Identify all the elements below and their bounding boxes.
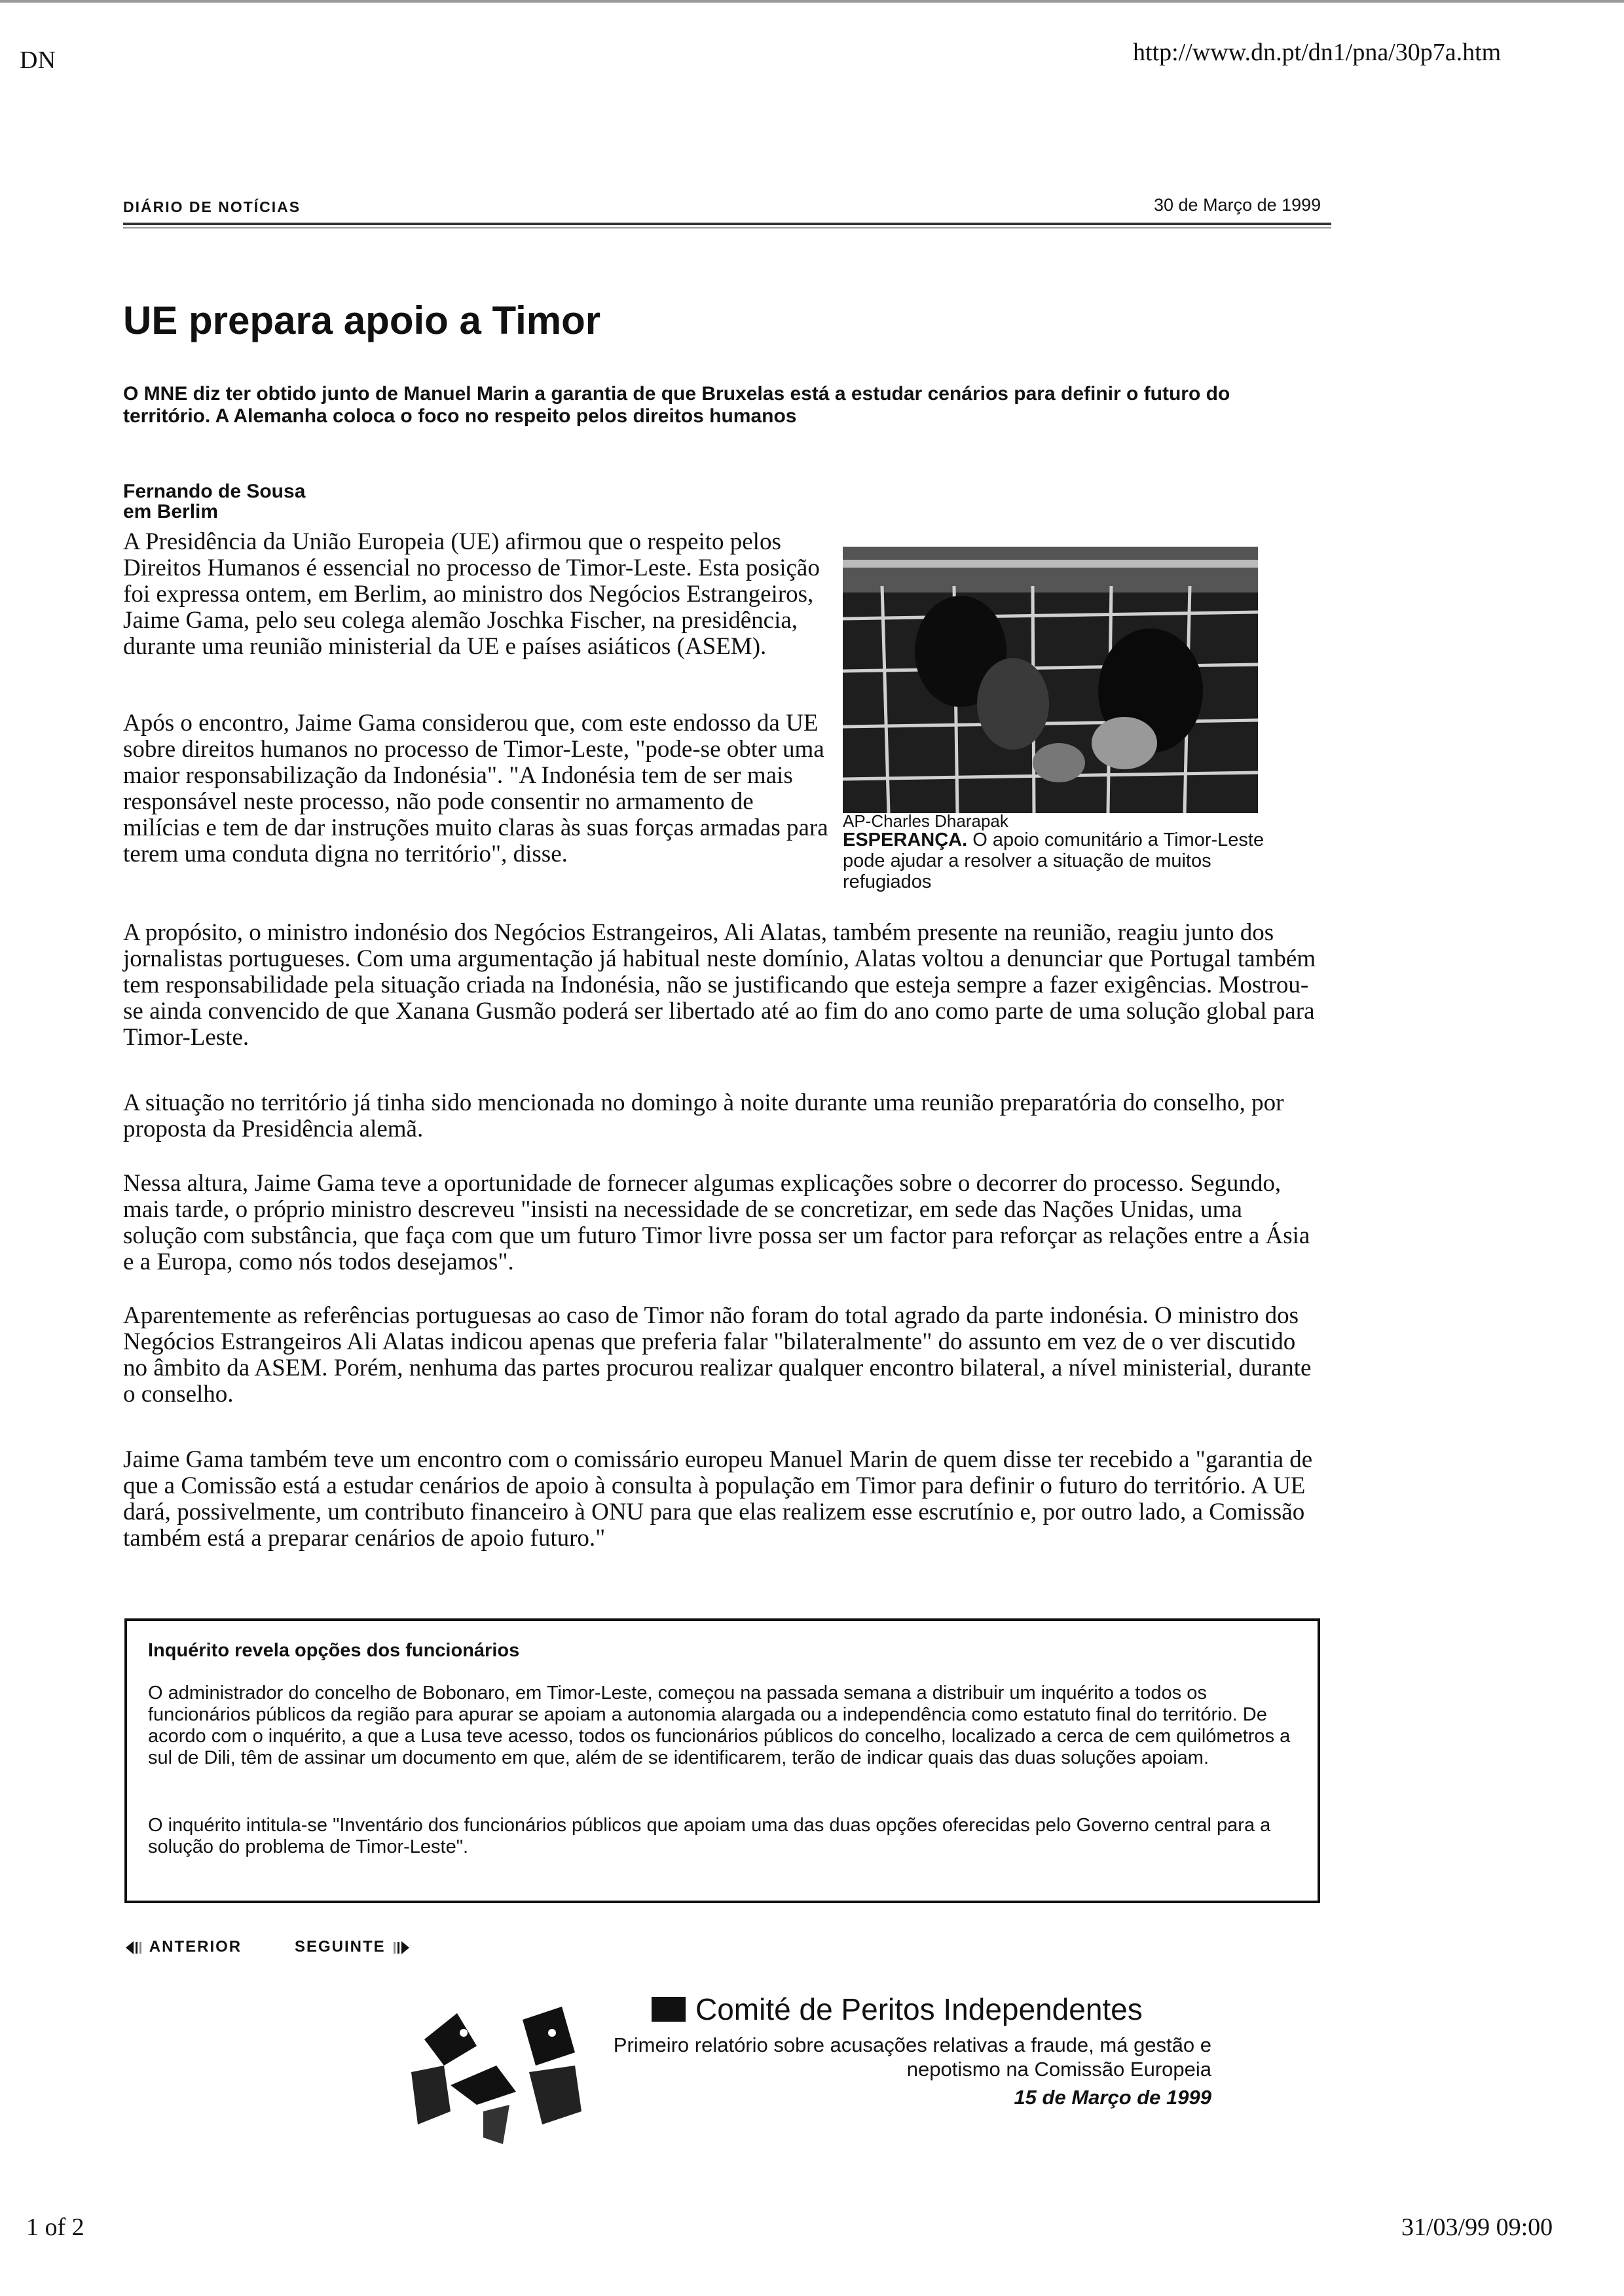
committee-emblem[interactable] <box>405 1994 601 2151</box>
print-url[interactable]: http://www.dn.pt/dn1/pna/30p7a.htm <box>1133 39 1502 66</box>
publication-date: 30 de Março de 1999 <box>1154 195 1321 215</box>
promo-date: 15 de Março de 1999 <box>1014 2086 1211 2109</box>
print-timestamp: 31/03/99 09:00 <box>1401 2214 1553 2241</box>
print-site-code: DN <box>20 46 56 74</box>
promo-title[interactable]: Comité de Peritos Independentes <box>695 1992 1143 2026</box>
next-label: SEGUINTE <box>295 1938 386 1956</box>
sidebar-box-paragraph: O administrador do concelho de Bobonaro, em Timor-Leste, começou na passada semana a distribuir um inquérito a todos os funcionários públicos da região para apurar se apoiam a autonomia alargada ou a independência como estatuto final do território. De acordo com o inquérito, a que a Lusa teve acesso, todos os funcionários públicos do concelho, localizado a cerca de cem quilómetros a sul de Dili, têm de assinar um documento em que, além de se identificarem, terão de indicar quais das duas soluções apoiam. <box>148 1683 1291 1768</box>
article-paragraph: Jaime Gama também teve um encontro com o comissário europeu Manuel Marin de quem disse ter recebido a "garantia de que a Comissão está a estudar cenários de apoio à consulta à população em Timor para definir o futuro do território. A UE dará, possivelmente, um contributo financeiro à ONU para que elas realizem esse escrutínio e, por outro lado, a Comissão também está a preparar cenários de apoio futuro." <box>123 1446 1313 1552</box>
emblem-icon <box>405 1994 601 2151</box>
refugees-photo-image <box>843 547 1258 813</box>
caption-text: O apoio comunitário a Timor-Leste pode ajudar a resolver a situação de muitos refugiados <box>843 829 1264 892</box>
article-paragraph: Após o encontro, Jaime Gama considerou que, com este endosso da UE sobre direitos humanos no processo de Timor-Leste, "pode-se obter uma maior responsabilização da Indonésia". "A Indonésia tem de ser mais responsável neste processo, não pode consentir no armamento de milícias e tem de dar instruções muito claras às suas forças armadas para terem uma conduta digna no território", disse. <box>123 710 828 867</box>
arrow-right-icon <box>391 1940 409 1956</box>
sidebar-box-title: Inquérito revela opções dos funcionários <box>148 1640 520 1661</box>
eu-flag-icon <box>652 1997 686 2022</box>
author-name: Fernando de Sousa <box>123 481 306 502</box>
article-paragraph: A Presidência da União Europeia (UE) afirmou que o respeito pelos Direitos Humanos é essencial no processo de Timor-Leste. Esta posição foi expressa ontem, em Berlim, ao ministro dos Negócios Estrangeiros, Jaime Gama, pelo seu colega alemão Joschka Fischer, na presidência, durante uma reunião ministerial da UE e países asiáticos (ASEM). <box>123 528 820 660</box>
photo-caption <box>843 829 1268 892</box>
author-location: em Berlim <box>123 501 219 522</box>
print-page-number: 1 of 2 <box>26 2214 84 2241</box>
sidebar-box-paragraph: O inquérito intitula-se "Inventário dos funcionários públicos que apoiam uma das duas opções oferecidas pelo Governo central para a solução do problema de Timor-Leste". <box>148 1815 1271 1857</box>
article-paragraph: Nessa altura, Jaime Gama teve a oportunidade de fornecer algumas explicações sobre o decorrer do processo. Segundo, mais tarde, o próprio ministro descreveu "insisti na necessidade de se concretizar, em sede das Nações Unidas, uma solução com substância, que faça com que um futuro Timor livre possa ser um factor para reforçar as relações entre a Ásia e a Europa, como nós todos desejamos". <box>123 1170 1310 1275</box>
article-paragraph: A propósito, o ministro indonésio dos Negócios Estrangeiros, Ali Alatas, também presente na reunião, reagiu junto dos jornalistas portugueses. Com uma argumentação já habitual neste domínio, Alatas voltou a denunciar que Portugal também tem responsabilidade pela situação criada na Indonésia, não se justificando que esteja sempre a fazer exigências. Mostrou-se ainda convencido de que Xanana Gusmão poderá ser libertado até ao fim do ano como parte de uma solução global para Timor-Leste. <box>123 919 1316 1051</box>
article-paragraph: A situação no território já tinha sido mencionada no domingo à noite durante uma reunião preparatória do conselho, por proposta da Presidência alemã. <box>123 1089 1284 1142</box>
article-paragraph: Aparentemente as referências portuguesas ao caso de Timor não foram do total agrado da parte indonésia. O ministro dos Negócios Estrangeiros Ali Alatas indicou apenas que preferia falar "bilateralmente" do assunto em vez de o ver discutido no âmbito da ASEM. Porém, nenhuma das partes procurou realizar qualquer encontro bilateral, a nível ministerial, durante o conselho. <box>123 1302 1312 1408</box>
article-headline: UE prepara apoio a Timor <box>123 299 601 342</box>
promo-subtitle: Primeiro relatório sobre acusações relativas a fraude, má gestão e nepotismo na Comissão Europeia <box>613 2033 1211 2081</box>
caption-label: ESPERANÇA. <box>843 829 968 850</box>
top-border <box>0 0 1624 3</box>
byline <box>123 481 305 522</box>
previous-link[interactable] <box>126 1938 242 1956</box>
article-lead: O MNE diz ter obtido junto de Manuel Marin a garantia de que Bruxelas está a estudar cenários para definir o futuro do território. A Alemanha coloca o foco no respeito pelos direitos humanos <box>123 383 1230 427</box>
article-photo <box>843 547 1258 813</box>
next-link[interactable] <box>295 1938 409 1956</box>
masthead-rule <box>123 223 1331 225</box>
previous-label: ANTERIOR <box>149 1938 242 1956</box>
masthead-logo[interactable]: DIÁRIO DE NOTÍCIAS <box>123 198 301 215</box>
arrow-left-icon <box>126 1940 144 1956</box>
masthead-rule-thin <box>123 227 1331 228</box>
photo-credit: AP-Charles Dharapak <box>843 811 1008 831</box>
